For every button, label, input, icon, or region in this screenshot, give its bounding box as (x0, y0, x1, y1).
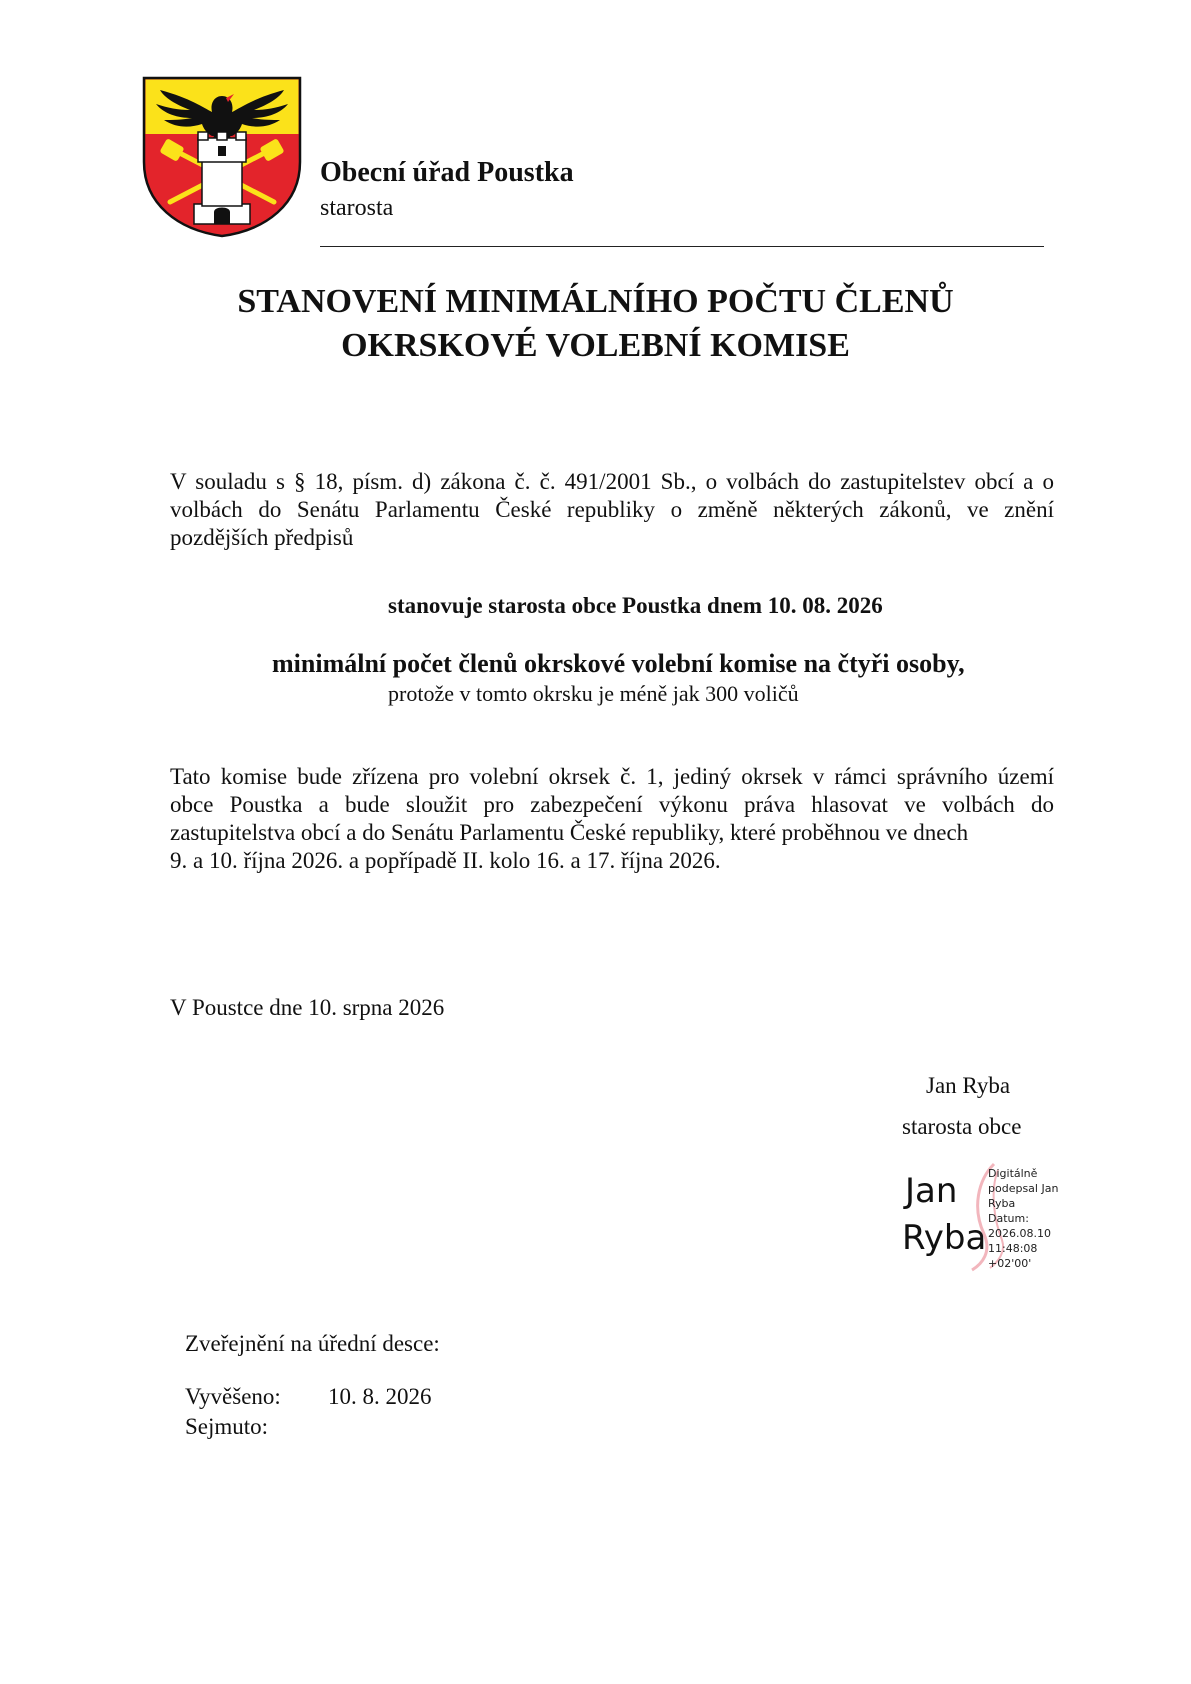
removed-label: Sejmuto: (185, 1414, 269, 1439)
publication-removed-row (185, 1414, 328, 1440)
esign-first-name: Jan (905, 1171, 958, 1211)
esign-detail-line: Ryba (988, 1197, 1016, 1210)
esign-details (988, 1166, 1058, 1271)
intro-paragraph (170, 468, 1054, 552)
paragraph-line: obce Poustka a bude sloužit pro zabezpečení výkonu práva hlasovat ve volbách do (170, 792, 1054, 817)
posted-date: 10. 8. 2026 (328, 1384, 432, 1409)
esign-detail-line: Digitálně (988, 1167, 1038, 1180)
paragraph-line: V souladu s § 18, písm. d) zákona č. č. 491/2001 Sb., o volbách do zastupitelstev obcí a o (170, 469, 1054, 494)
paragraph-line: 9. a 10. října 2026. a popřípadě II. kolo 16. a 17. října 2026. (170, 848, 721, 873)
publication-heading: Zveřejnění na úřední desce: (185, 1331, 440, 1356)
esign-last-name: Ryba (902, 1218, 987, 1258)
paragraph-line: zastupitelstva obcí a do Senátu Parlamentu České republiky, které proběhnou ve dnech (170, 820, 969, 845)
coat-of-arms-icon (142, 76, 302, 238)
office-subtitle: starosta (320, 195, 394, 221)
esign-detail-line: Datum: (988, 1212, 1029, 1225)
signer-name: Jan Ryba (926, 1073, 1011, 1098)
posted-label: Vyvěšeno: (185, 1384, 281, 1409)
document-title-line: STANOVENÍ MINIMÁLNÍHO POČTU ČLENŮ (237, 283, 954, 320)
place-and-date: V Poustce dne 10. srpna 2026 (170, 995, 445, 1020)
commission-paragraph (170, 763, 1054, 875)
paragraph-line: pozdějších předpisů (170, 525, 354, 550)
esign-detail-line: podepsal Jan (988, 1182, 1059, 1195)
decree-statement: stanovuje starosta obce Poustka dnem 10. 08. 2026 (388, 593, 883, 618)
office-name: Obecní úřad Poustka (320, 157, 574, 188)
decree-reason: protože v tomto okrsku je méně jak 300 voličů (388, 681, 799, 706)
publication-posted-row (185, 1384, 432, 1410)
esign-detail-line: 11:48:08 (988, 1242, 1038, 1255)
paragraph-line: volbách do Senátu Parlamentu České republiky o změně některých zákonů, ve znění (170, 497, 1054, 522)
digital-signature (902, 1160, 1072, 1272)
esign-detail-line: +02'00' (988, 1257, 1032, 1270)
signer-title: starosta obce (902, 1114, 1022, 1139)
esign-detail-line: 2026.08.10 (988, 1227, 1051, 1240)
paragraph-line: Tato komise bude zřízena pro volební okrsek č. 1, jediný okrsek v rámci správního území (170, 764, 1054, 789)
document-title (0, 280, 1191, 368)
document-title-line: OKRSKOVÉ VOLEBNÍ KOMISE (341, 327, 850, 364)
header-divider (320, 246, 1044, 247)
decree-member-count: minimální počet členů okrskové volební komise na čtyři osoby, (272, 649, 965, 678)
